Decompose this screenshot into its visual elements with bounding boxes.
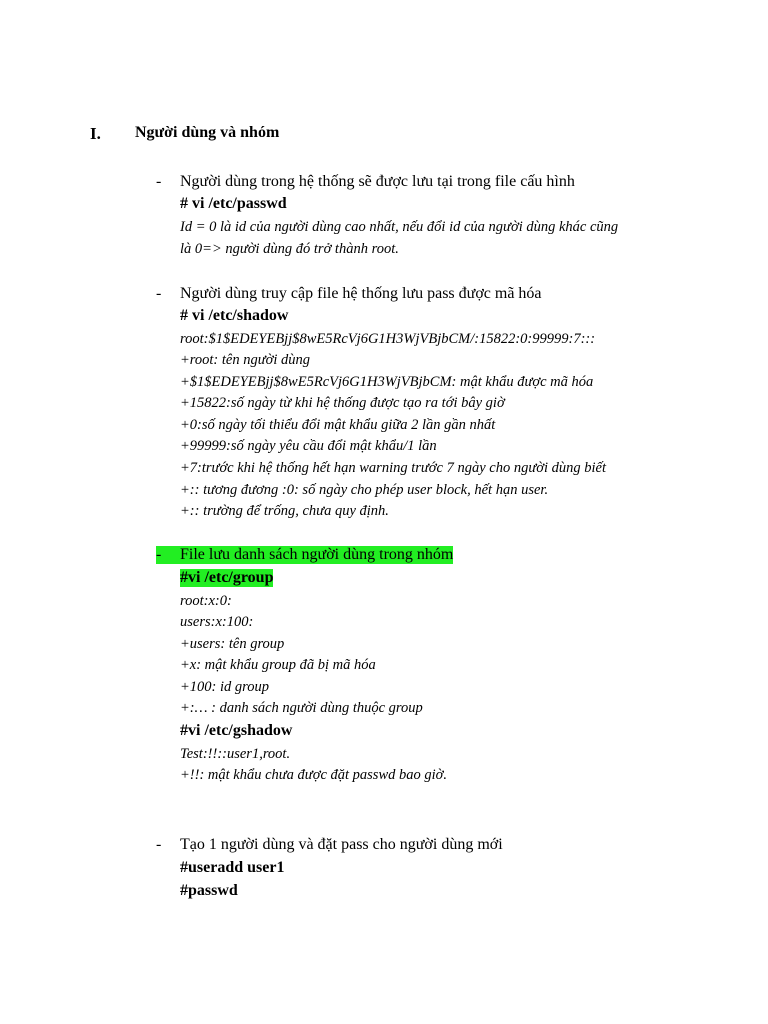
item-3-note-line: Test:!!::user1,root. — [180, 746, 291, 762]
item-3-note-line: root:x:0: — [180, 593, 232, 609]
item-4-title: Tạo 1 người dùng và đặt pass cho người dùng mới — [180, 836, 503, 853]
item-2-command: # vi /etc/shadow — [180, 307, 289, 324]
item-1-note-line: là 0=> người dùng đó trở thành root. — [180, 241, 399, 257]
item-2-note-line: +:: tương đương :0: số ngày cho phép user block, hết hạn user. — [180, 482, 549, 498]
item-2-note-line: +:: trường để trống, chưa quy định. — [180, 503, 389, 519]
item-2-note-line: +99999:số ngày yêu cầu đổi mật khẩu/1 lần — [180, 438, 437, 454]
item-2-note-line: +7:trước khi hệ thống hết hạn warning trước 7 ngày cho người dùng biết — [180, 460, 607, 476]
item-3-title: File lưu danh sách người dùng trong nhóm — [180, 546, 454, 563]
item-2-note-line: +0:số ngày tối thiểu đổi mật khẩu giữa 2 lần gần nhất — [180, 417, 496, 433]
item-2-title: Người dùng truy cập file hệ thống lưu pass được mã hóa — [180, 285, 542, 302]
item-1-note-line: Id = 0 là id của người dùng cao nhất, nếu đổi id của người dùng khác cũng — [180, 219, 619, 235]
section-number: I. — [90, 124, 101, 143]
item-2-note-line: root:$1$EDEYEBjj$8wE5RcVj6G1H3WjVBjbCM/:15822:0:99999:7::: — [180, 331, 596, 347]
item-2-note-line: +$1$EDEYEBjj$8wE5RcVj6G1H3WjVBjbCM: mật khẩu được mã hóa — [180, 374, 594, 390]
item-4-command: #useradd user1 — [180, 859, 285, 876]
bullet-marker: - — [156, 836, 162, 853]
item-1-command: # vi /etc/passwd — [180, 195, 287, 212]
item-3-note-line: +100: id group — [180, 679, 269, 695]
item-3-command-2: #vi /etc/gshadow — [180, 722, 293, 739]
bullet-marker: - — [156, 546, 180, 564]
item-2-note-line: +15822:số ngày từ khi hệ thống được tạo ra tới bây giờ — [180, 395, 505, 411]
item-3-note-line: +!!: mật khẩu chưa được đặt passwd bao giờ. — [180, 767, 448, 783]
item-3-note-line: +users: tên group — [180, 636, 285, 652]
section-title: Người dùng và nhóm — [135, 124, 280, 141]
bullet-marker: - — [156, 173, 162, 190]
item-2-note-line: +root: tên người dùng — [180, 352, 311, 368]
item-3-note-line: +x: mật khẩu group đã bị mã hóa — [180, 657, 376, 673]
item-3-command: #vi /etc/group — [180, 569, 274, 586]
item-3-note-line: users:x:100: — [180, 614, 254, 630]
item-3-note-line: +:… : danh sách người dùng thuộc group — [180, 700, 423, 716]
item-4-command: #passwd — [180, 882, 238, 899]
item-1-title: Người dùng trong hệ thống sẽ được lưu tại trong file cấu hình — [180, 173, 575, 190]
bullet-marker: - — [156, 285, 162, 302]
